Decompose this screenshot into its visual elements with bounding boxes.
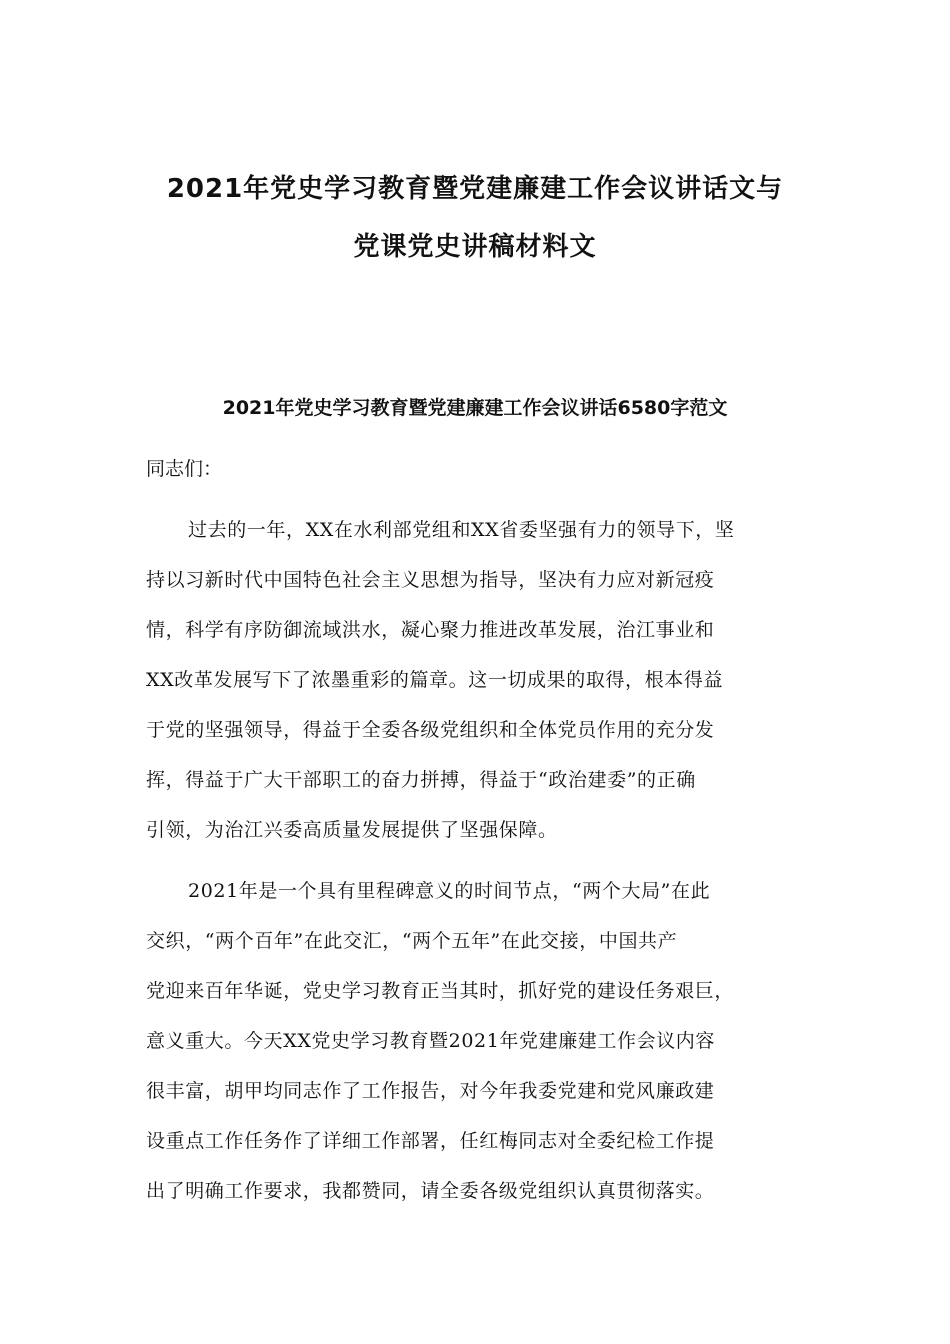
paragraph-line: 挥，得益于广大干部职工的奋力拼搏，得益于“政治建委”的正确 (146, 769, 696, 791)
paragraph-2 (146, 866, 826, 1216)
paragraph-1 (146, 505, 826, 855)
salutation: 同志们： (146, 458, 223, 480)
paragraph-line: 引领，为治江兴委高质量发展提供了坚强保障。 (146, 819, 558, 841)
paragraph-line: 意义重大。今天XX党史学习教育暨2021年党建廉建工作会议内容 (146, 1030, 716, 1052)
paragraph-line: XX改革发展写下了浓墨重彩的篇章。这一切成果的取得，根本得益 (146, 669, 724, 691)
section-heading: 2021年党史学习教育暨党建廉建工作会议讲话6580字范文 (222, 397, 728, 419)
paragraph-line: 党迎来百年华诞，党史学习教育正当其时，抓好党的建设任务艰巨， (146, 980, 735, 1002)
paragraph-line: 交织，“两个百年”在此交汇，“两个五年”在此交接，中国共产 (146, 930, 678, 952)
document-title-line-1: 2021年党史学习教育暨党建廉建工作会议讲话文与 (166, 174, 784, 204)
paragraph-line: 2021年是一个具有里程碑意义的时间节点，“两个大局”在此 (188, 880, 711, 902)
paragraph-line: 持以习新时代中国特色社会主义思想为指导，坚决有力应对新冠疫 (146, 569, 715, 591)
paragraph-line: 很丰富，胡甲均同志作了工作报告，对今年我委党建和党风廉政建 (146, 1080, 715, 1102)
paragraph-line: 情，科学有序防御流域洪水，凝心聚力推进改革发展，治江事业和 (146, 619, 715, 641)
document-title (120, 160, 830, 276)
paragraph-line: 于党的坚强领导，得益于全委各级党组织和全体党员作用的充分发 (146, 719, 715, 741)
paragraph-line: 出了明确工作要求，我都赞同，请全委各级党组织认真贯彻落实。 (146, 1180, 715, 1202)
document-title-line-2: 党课党史讲稿材料文 (353, 232, 597, 262)
paragraph-line: 过去的一年，XX在水利部党组和XX省委坚强有力的领导下，坚 (188, 519, 735, 541)
paragraph-line: 设重点工作任务作了详细工作部署，任红梅同志对全委纪检工作提 (146, 1130, 715, 1152)
